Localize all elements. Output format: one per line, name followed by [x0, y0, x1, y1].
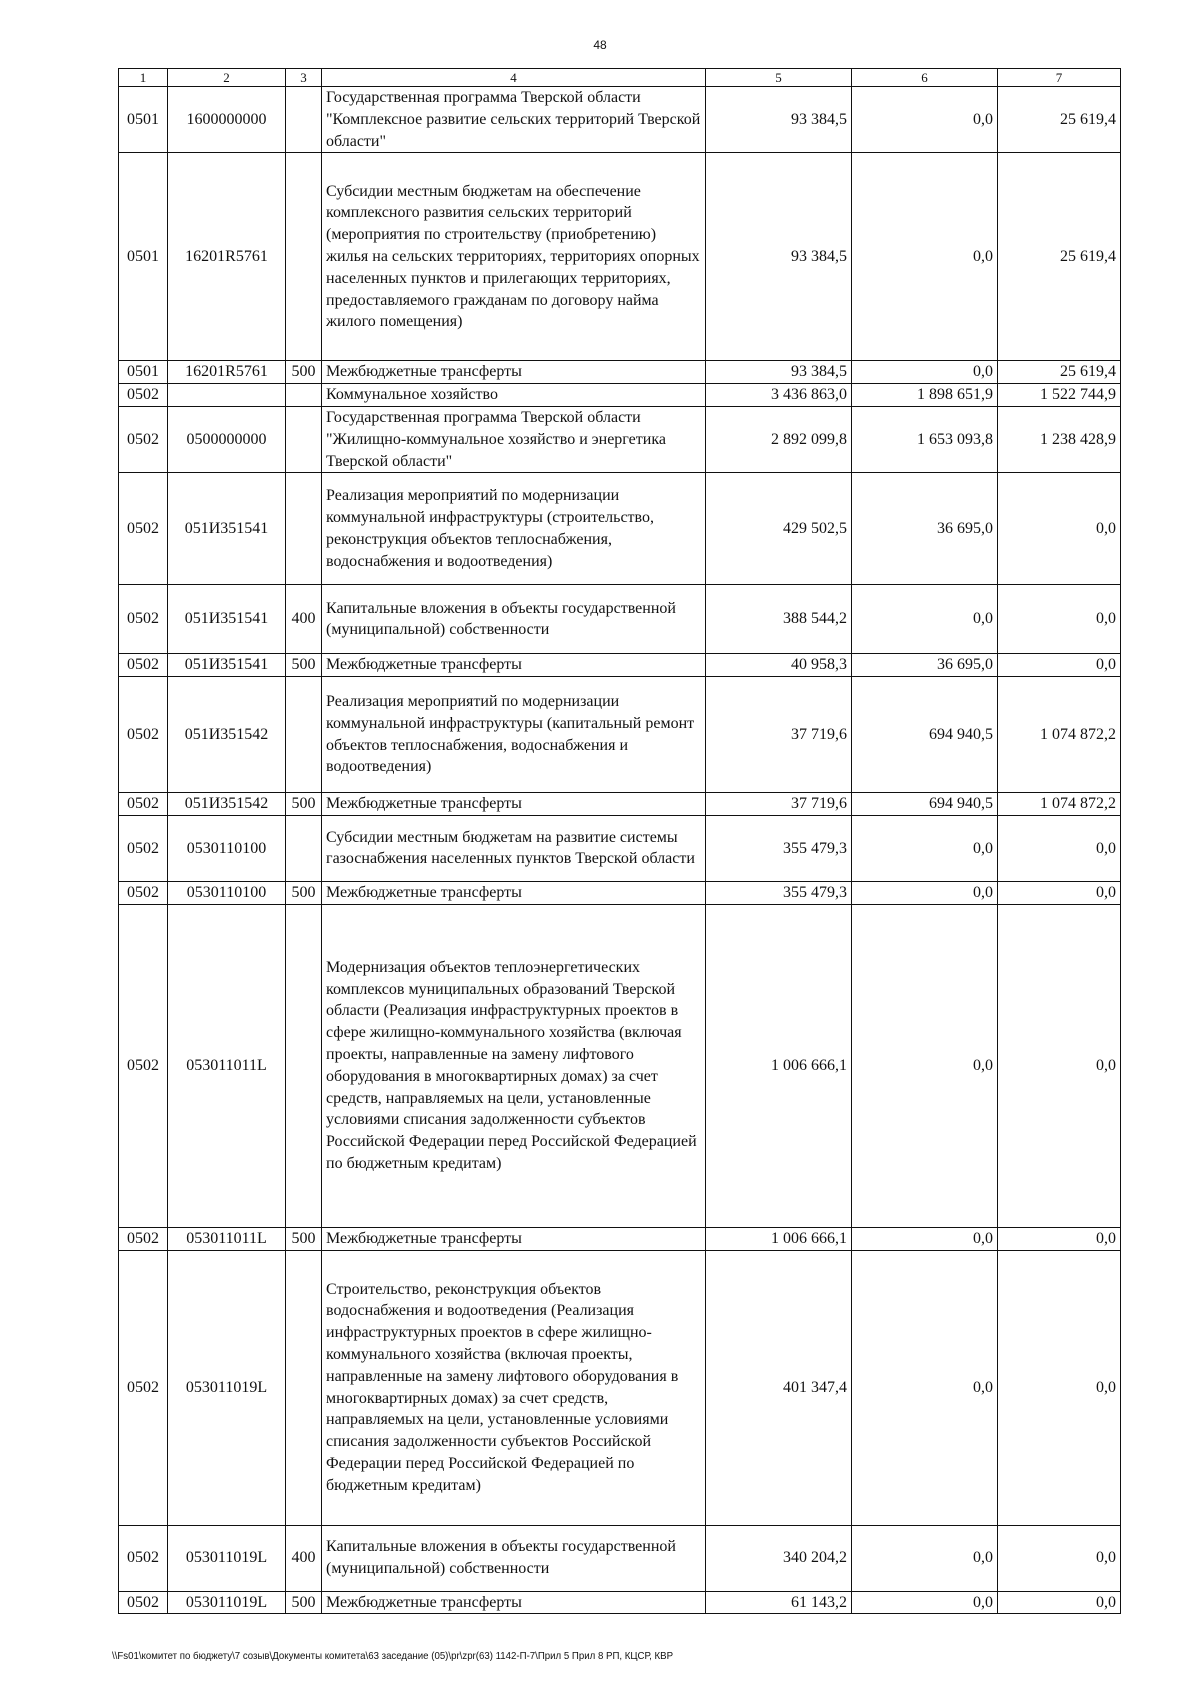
- col-header-4: 4: [322, 69, 706, 87]
- table-row: [119, 153, 1121, 361]
- amount-col6: 0,0: [852, 881, 998, 904]
- amount-col7: 0,0: [998, 881, 1121, 904]
- amount-col7: 0,0: [998, 473, 1121, 585]
- amount-col7: 0,0: [998, 1250, 1121, 1525]
- amount-col5: 93 384,5: [706, 153, 852, 361]
- amount-col7: 1 238 428,9: [998, 406, 1121, 472]
- target-code: 051И351541: [168, 654, 286, 677]
- table-row: [119, 654, 1121, 677]
- section-code: 0502: [119, 1250, 168, 1525]
- table-row: [119, 87, 1121, 153]
- item-name: Субсидии местным бюджетам на обеспечение комплексного развития сельских территорий (мероприятия по строительству (приобретению) жилья на сельских территориях, территориях опорных населенных пунктов и прилегающих территориях, предоставляемого гражданам по договору найма жилого помещения): [322, 153, 706, 361]
- target-code: 1600000000: [168, 87, 286, 153]
- col-header-7: 7: [998, 69, 1121, 87]
- budget-table: [118, 68, 1121, 1614]
- target-code: 053011019L: [168, 1591, 286, 1614]
- amount-col6: 0,0: [852, 1525, 998, 1591]
- target-code: 053011011L: [168, 1227, 286, 1250]
- amount-col6: 36 695,0: [852, 473, 998, 585]
- amount-col5: 1 006 666,1: [706, 904, 852, 1227]
- target-code: 0500000000: [168, 406, 286, 472]
- item-name: Межбюджетные трансферты: [322, 881, 706, 904]
- amount-col5: 2 892 099,8: [706, 406, 852, 472]
- amount-col5: 401 347,4: [706, 1250, 852, 1525]
- table-header-row: [119, 69, 1121, 87]
- amount-col5: 355 479,3: [706, 881, 852, 904]
- section-code: 0502: [119, 654, 168, 677]
- amount-col6: 0,0: [852, 904, 998, 1227]
- table-row: [119, 1591, 1121, 1614]
- target-code: 051И351541: [168, 585, 286, 654]
- section-code: 0502: [119, 384, 168, 407]
- table-row: [119, 406, 1121, 472]
- target-code: 0530110100: [168, 815, 286, 881]
- section-code: 0502: [119, 815, 168, 881]
- target-code: 16201R5761: [168, 361, 286, 384]
- col-header-1: 1: [119, 69, 168, 87]
- amount-col7: 25 619,4: [998, 153, 1121, 361]
- amount-col6: 0,0: [852, 1227, 998, 1250]
- expense-type: [286, 153, 322, 361]
- table-row: [119, 904, 1121, 1227]
- amount-col5: 355 479,3: [706, 815, 852, 881]
- target-code: 16201R5761: [168, 153, 286, 361]
- item-name: Субсидии местным бюджетам на развитие системы газоснабжения населенных пунктов Тверской области: [322, 815, 706, 881]
- amount-col5: 37 719,6: [706, 677, 852, 793]
- section-code: 0501: [119, 87, 168, 153]
- amount-col6: 694 940,5: [852, 677, 998, 793]
- amount-col7: 0,0: [998, 585, 1121, 654]
- item-name: Капитальные вложения в объекты государственной (муниципальной) собственности: [322, 1525, 706, 1591]
- col-header-3: 3: [286, 69, 322, 87]
- amount-col5: 37 719,6: [706, 793, 852, 816]
- item-name: Модернизация объектов теплоэнергетических комплексов муниципальных образований Тверской области (Реализация инфраструктурных проектов в сфере жилищно-коммунального хозяйства (включая проекты, направленные на замену лифтового оборудования в многоквартирных домах) за счет средств, направляемых на цели, установленные условиями списания задолженности субъектов Российской Федерации перед Российской Федерацией по бюджетным кредитам): [322, 904, 706, 1227]
- section-code: 0501: [119, 153, 168, 361]
- expense-type: [286, 815, 322, 881]
- table-row: [119, 1525, 1121, 1591]
- expense-type: [286, 406, 322, 472]
- expense-type: 500: [286, 793, 322, 816]
- expense-type: 500: [286, 1227, 322, 1250]
- amount-col7: 0,0: [998, 1227, 1121, 1250]
- item-name: Государственная программа Тверской области "Комплексное развитие сельских территорий Тверской области": [322, 87, 706, 153]
- item-name: Государственная программа Тверской области "Жилищно-коммунальное хозяйство и энергетика Тверской области": [322, 406, 706, 472]
- amount-col5: 429 502,5: [706, 473, 852, 585]
- table-row: [119, 815, 1121, 881]
- table-row: [119, 677, 1121, 793]
- section-code: 0502: [119, 585, 168, 654]
- table-row: [119, 585, 1121, 654]
- target-code: 053011019L: [168, 1250, 286, 1525]
- amount-col7: 1 074 872,2: [998, 793, 1121, 816]
- amount-col7: 0,0: [998, 904, 1121, 1227]
- col-header-6: 6: [852, 69, 998, 87]
- amount-col6: 0,0: [852, 153, 998, 361]
- item-name: Межбюджетные трансферты: [322, 654, 706, 677]
- target-code: 053011019L: [168, 1525, 286, 1591]
- target-code: 051И351542: [168, 793, 286, 816]
- amount-col6: 694 940,5: [852, 793, 998, 816]
- table-row: [119, 384, 1121, 407]
- expense-type: [286, 677, 322, 793]
- table-row: [119, 881, 1121, 904]
- item-name: Межбюджетные трансферты: [322, 1227, 706, 1250]
- target-code: [168, 384, 286, 407]
- table-row: [119, 361, 1121, 384]
- expense-type: [286, 87, 322, 153]
- section-code: 0502: [119, 881, 168, 904]
- expense-type: [286, 473, 322, 585]
- table-row: [119, 473, 1121, 585]
- amount-col5: 93 384,5: [706, 87, 852, 153]
- section-code: 0501: [119, 361, 168, 384]
- item-name: Коммунальное хозяйство: [322, 384, 706, 407]
- amount-col6: 0,0: [852, 361, 998, 384]
- target-code: 053011011L: [168, 904, 286, 1227]
- amount-col7: 1 074 872,2: [998, 677, 1121, 793]
- amount-col7: 0,0: [998, 654, 1121, 677]
- item-name: Капитальные вложения в объекты государственной (муниципальной) собственности: [322, 585, 706, 654]
- table-row: [119, 793, 1121, 816]
- amount-col7: 1 522 744,9: [998, 384, 1121, 407]
- amount-col5: 3 436 863,0: [706, 384, 852, 407]
- target-code: 051И351541: [168, 473, 286, 585]
- expense-type: 500: [286, 654, 322, 677]
- amount-col6: 0,0: [852, 87, 998, 153]
- col-header-2: 2: [168, 69, 286, 87]
- expense-type: [286, 384, 322, 407]
- section-code: 0502: [119, 473, 168, 585]
- item-name: Строительство, реконструкция объектов водоснабжения и водоотведения (Реализация инфраструктурных проектов в сфере жилищно-коммунального хозяйства (включая проекты, направленные на замену лифтового оборудования в многоквартирных домах) за счет средств, направляемых на цели, установленные условиями списания задолженности субъектов Российской Федерации перед Российской Федерацией по бюджетным кредитам): [322, 1250, 706, 1525]
- amount-col7: 0,0: [998, 815, 1121, 881]
- amount-col6: 0,0: [852, 585, 998, 654]
- section-code: 0502: [119, 1227, 168, 1250]
- expense-type: [286, 1250, 322, 1525]
- item-name: Межбюджетные трансферты: [322, 793, 706, 816]
- footer-file-path: \\Fs01\комитет по бюджету\7 созыв\Документы комитета\63 заседание (05)\pr\zpr(63) 1142-П-7\Прил 5 Прил 8 РП, КЦСР, КВР: [112, 1650, 674, 1662]
- amount-col5: 61 143,2: [706, 1591, 852, 1614]
- page-number: 48: [593, 38, 607, 52]
- amount-col5: 93 384,5: [706, 361, 852, 384]
- table-row: [119, 1250, 1121, 1525]
- amount-col5: 340 204,2: [706, 1525, 852, 1591]
- expense-type: 500: [286, 361, 322, 384]
- expense-type: 500: [286, 881, 322, 904]
- amount-col6: 0,0: [852, 1250, 998, 1525]
- amount-col7: 25 619,4: [998, 87, 1121, 153]
- item-name: Реализация мероприятий по модернизации коммунальной инфраструктуры (капитальный ремонт объектов теплоснабжения, водоснабжения и водоотведения): [322, 677, 706, 793]
- item-name: Межбюджетные трансферты: [322, 361, 706, 384]
- section-code: 0502: [119, 793, 168, 816]
- item-name: Реализация мероприятий по модернизации коммунальной инфраструктуры (строительство, реконструкция объектов теплоснабжения, водоснабжения и водоотведения): [322, 473, 706, 585]
- expense-type: [286, 904, 322, 1227]
- expense-type: 400: [286, 1525, 322, 1591]
- section-code: 0502: [119, 1525, 168, 1591]
- col-header-5: 5: [706, 69, 852, 87]
- amount-col6: 36 695,0: [852, 654, 998, 677]
- amount-col6: 1 653 093,8: [852, 406, 998, 472]
- amount-col6: 0,0: [852, 1591, 998, 1614]
- amount-col6: 1 898 651,9: [852, 384, 998, 407]
- amount-col6: 0,0: [852, 815, 998, 881]
- section-code: 0502: [119, 1591, 168, 1614]
- amount-col7: 0,0: [998, 1525, 1121, 1591]
- section-code: 0502: [119, 406, 168, 472]
- amount-col5: 388 544,2: [706, 585, 852, 654]
- table-row: [119, 1227, 1121, 1250]
- amount-col7: 0,0: [998, 1591, 1121, 1614]
- expense-type: 500: [286, 1591, 322, 1614]
- item-name: Межбюджетные трансферты: [322, 1591, 706, 1614]
- amount-col5: 40 958,3: [706, 654, 852, 677]
- target-code: 0530110100: [168, 881, 286, 904]
- section-code: 0502: [119, 904, 168, 1227]
- amount-col5: 1 006 666,1: [706, 1227, 852, 1250]
- amount-col7: 25 619,4: [998, 361, 1121, 384]
- expense-type: 400: [286, 585, 322, 654]
- section-code: 0502: [119, 677, 168, 793]
- target-code: 051И351542: [168, 677, 286, 793]
